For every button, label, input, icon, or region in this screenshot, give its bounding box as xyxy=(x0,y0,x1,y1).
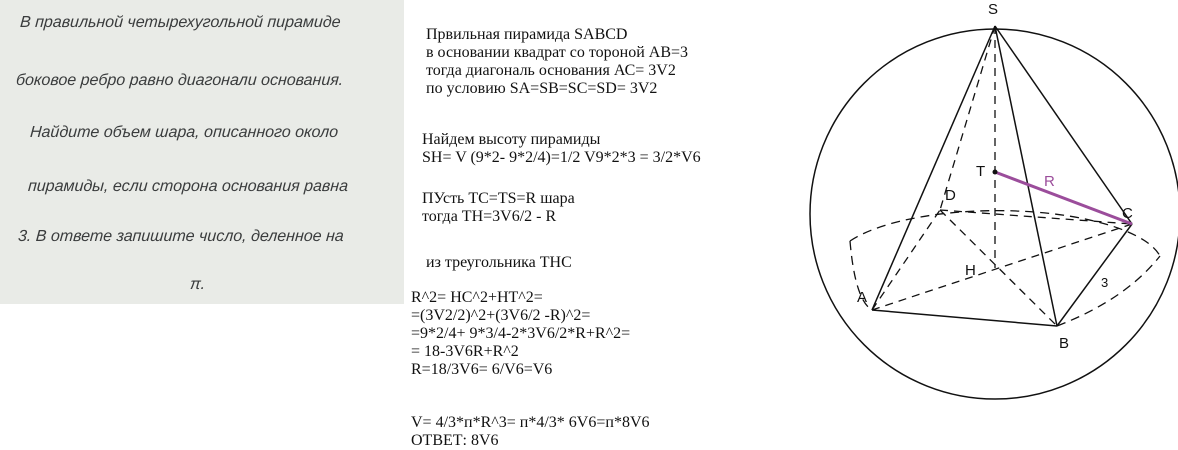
solution-line: тогда TH=3V6/2 - R xyxy=(422,208,557,225)
solution-line: R^2= HC^2+HT^2= xyxy=(411,289,543,306)
label-T: T xyxy=(976,163,986,180)
solution-line: из треугольника THC xyxy=(426,254,572,271)
edge-BC xyxy=(1057,224,1132,326)
solution-line: в основании квадрат со тороной АВ=3 xyxy=(426,44,689,61)
point-T xyxy=(993,170,998,175)
label-A: A xyxy=(857,289,868,306)
solution-line: =(3V2/2)^2+(3V6/2 -R)^2= xyxy=(411,307,591,324)
solution-line: SH= V (9*2- 9*2/4)=1/2 V9*2*3 = 3/2*V6 xyxy=(422,149,701,166)
sphere-equator-right xyxy=(1057,256,1160,326)
diagonal-AC xyxy=(872,224,1132,310)
solution-block-let xyxy=(422,190,575,226)
label-S: S xyxy=(988,1,999,18)
solution-line: R=18/3V6= 6/V6=V6 xyxy=(411,361,553,378)
edge-SD xyxy=(940,26,995,210)
solution-block-setup xyxy=(426,26,688,98)
label-B: B xyxy=(1059,335,1070,352)
solution-line: Првильная пирамида SABCD xyxy=(426,26,628,43)
solution-line: ПУсть TC=TS=R шара xyxy=(422,190,575,207)
solution-block-answer xyxy=(411,414,650,450)
problem-line-6: π. xyxy=(189,276,206,293)
solution-line: = 18-3V6R+R^2 xyxy=(411,343,519,360)
edge-AB xyxy=(872,310,1057,326)
solution-line: Найдем высоту пирамиды xyxy=(422,131,601,148)
solution-line: =9*2/4+ 9*3/4-2*3V6/2*R+R^2= xyxy=(411,325,631,342)
label-side-length: 3 xyxy=(1101,275,1109,290)
edge-AD xyxy=(872,210,940,310)
problem-line-1: В правильной четырехугольной пирамиде xyxy=(19,14,342,31)
problem-line-3: Найдите объем шара, описанного около xyxy=(29,124,339,141)
label-D: D xyxy=(945,187,956,204)
solution-line: V= 4/3*п*R^3= п*4/3* 6V6=п*8V6 xyxy=(411,414,650,431)
solution-line: тогда диагональ основания АС= 3V2 xyxy=(426,62,676,79)
solution-block-height xyxy=(422,131,701,167)
label-C: C xyxy=(1122,205,1133,222)
solution-line: ОТВЕТ: 8V6 xyxy=(411,432,499,449)
radius-TC xyxy=(995,172,1132,224)
solution-block-equation xyxy=(411,289,630,379)
problem-photo xyxy=(0,0,404,304)
problem-line-2: боковое ребро равно диагонали основания. xyxy=(15,72,344,89)
pyramid-sphere-figure xyxy=(795,0,1178,420)
solution-line: по условию SA=SB=SC=SD= 3V2 xyxy=(426,80,658,97)
problem-line-4: пирамиды, если сторона основания равна xyxy=(27,178,349,195)
problem-line-5: 3. В ответе запишите число, деленное на xyxy=(17,228,345,245)
label-R: R xyxy=(1044,173,1055,190)
label-H: H xyxy=(965,262,976,279)
solution-block-triangle xyxy=(426,254,572,272)
